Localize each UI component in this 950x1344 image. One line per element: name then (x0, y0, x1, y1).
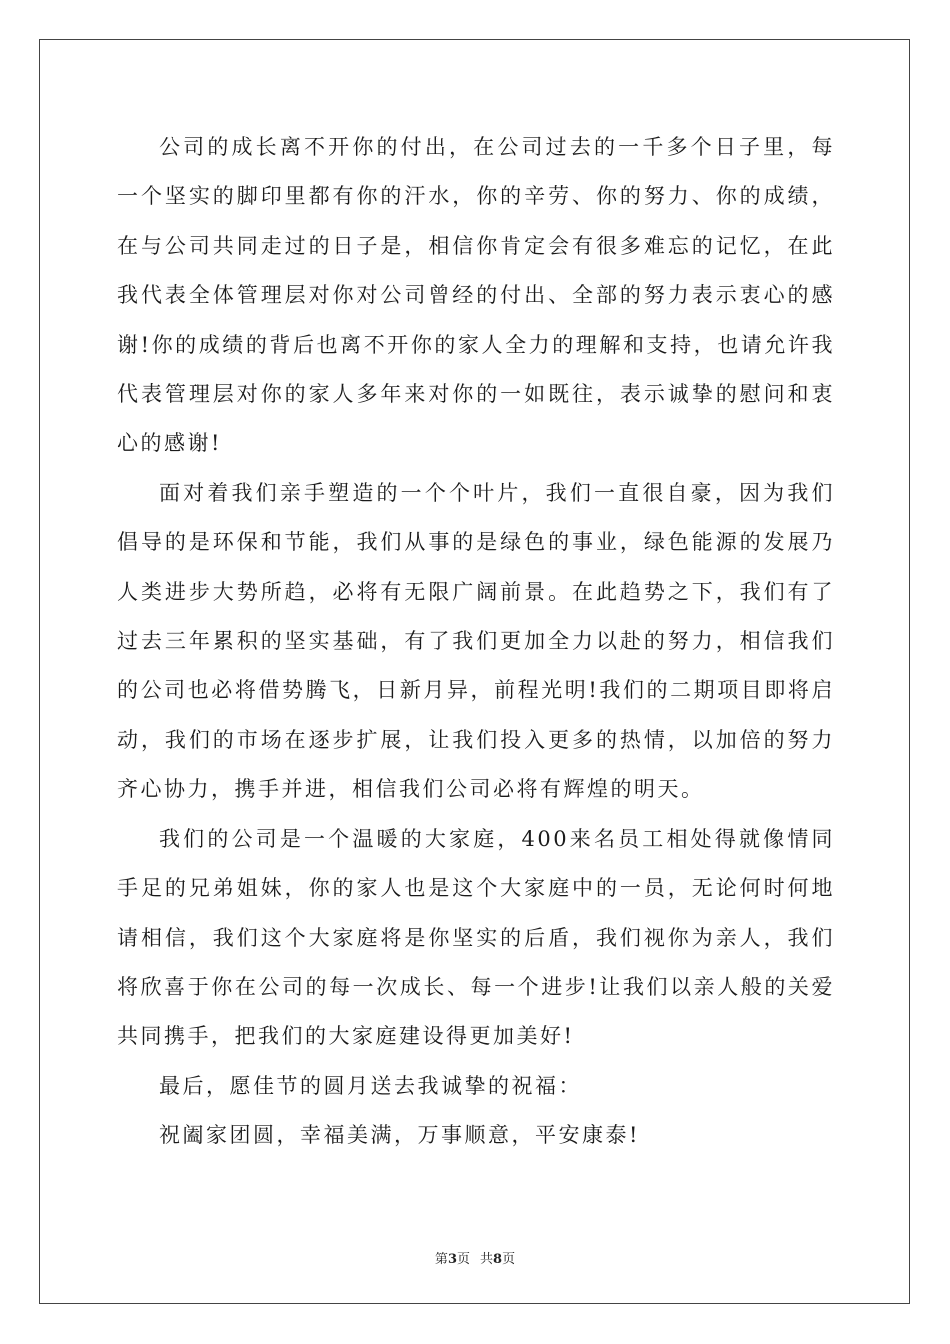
paragraph-blessing: 祝阖家团圆，幸福美满，万事顺意，平安康泰! (159, 1123, 640, 1148)
paragraph-family: 我们的公司是一个温暖的大家庭，400来名员工相处得就像情同手足的兄弟姐妹，你的家人也是这个大家庭中的一员，无论何时何地请相信，我们这个大家庭将是你坚实的后盾，我们视你为亲人，我们将欣喜于你在公司的每一次成长、每一个进步!让我们以亲人般的关爱共同携手，把我们的大家庭建设得更加美好! (117, 826, 835, 1049)
current-page-number: 3 (447, 1252, 457, 1267)
total-suffix: 页 (502, 1252, 516, 1267)
page-suffix: 页 (456, 1252, 470, 1267)
page-footer (0, 1248, 950, 1267)
total-prefix: 共 (480, 1252, 494, 1267)
paragraph-closing: 最后，愿佳节的圆月送去我诚挚的祝福： (159, 1073, 582, 1098)
total-page-number: 8 (493, 1252, 503, 1267)
paragraph-thanks: 公司的成长离不开你的付出，在公司过去的一千多个日子里，每一个坚实的脚印里都有你的汗水，你的辛劳、你的努力、你的成绩，在与公司共同走过的日子是，相信你肯定会有很多难忘的记忆，在此我代表全体管理层对你对公司曾经的付出、全部的努力表示衷心的感谢!你的成绩的背后也离不开你的家人全力的理解和支持，也请允许我代表管理层对你的家人多年来对你的一如既往，表示诚挚的慰问和衷心的感谢! (117, 135, 835, 456)
paragraph-future: 面对着我们亲手塑造的一个个叶片，我们一直很自豪，因为我们倡导的是环保和节能，我们从事的是绿色的事业，绿色能源的发展乃人类进步大势所趋，必将有无限广阔前景。在此趋势之下，我们有了过去三年累积的坚实基础，有了我们更加全力以赴的努力，相信我们的公司也必将借势腾飞，日新月异，前程光明!我们的二期项目即将启动，我们的市场在逐步扩展，让我们投入更多的热情，以加倍的努力齐心协力，携手并进，相信我们公司必将有辉煌的明天。 (117, 480, 835, 802)
page-prefix: 第 (434, 1252, 448, 1267)
document-body (117, 123, 835, 1161)
